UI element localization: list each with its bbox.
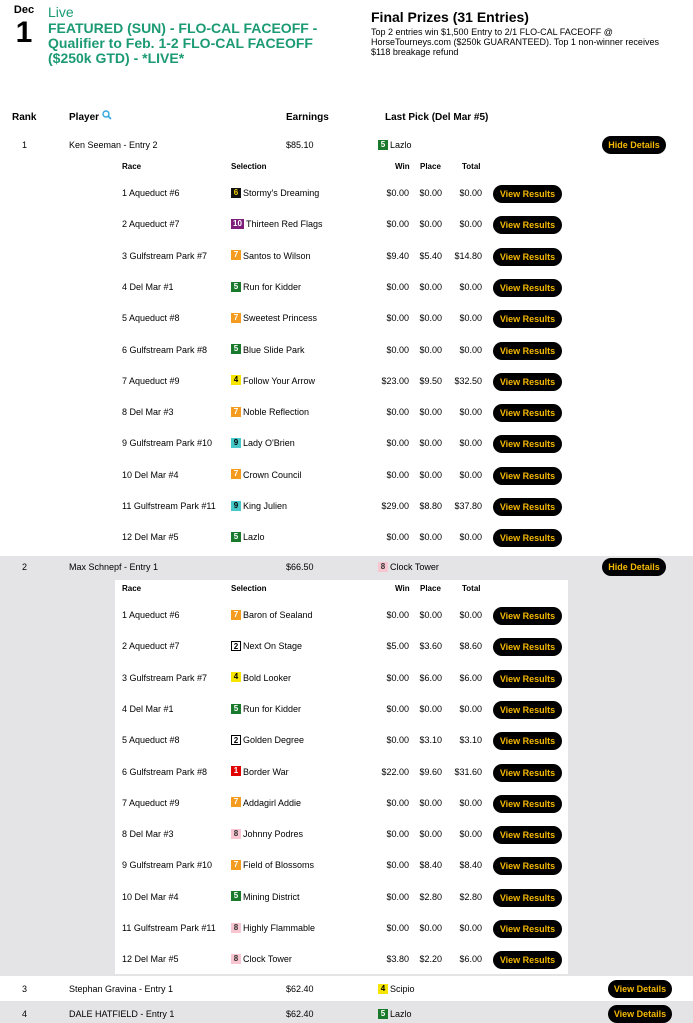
pick-total: $0.00 [459, 407, 482, 418]
pick-horse: Crown Council [243, 469, 302, 480]
pick-total: $8.40 [459, 860, 482, 871]
pick-total: $14.80 [454, 250, 482, 261]
pick-win: $0.00 [386, 703, 409, 714]
pick-race: 8 Del Mar #3 [122, 407, 174, 418]
pick-horse: Next On Stage [243, 641, 303, 652]
pick-total: $6.00 [459, 954, 482, 965]
race-column-header: Race [122, 162, 142, 171]
pick-horse: Lady O'Brien [243, 438, 295, 449]
pick-horse: Mining District [243, 891, 300, 902]
pick-place: $0.00 [419, 532, 442, 543]
pick-total: $0.00 [459, 797, 482, 808]
pick-selection [231, 219, 323, 229]
pick-number: 4 [231, 672, 241, 682]
pick-horse: Follow Your Arrow [243, 375, 316, 386]
pick-total: $3.10 [459, 735, 482, 746]
pick-row [115, 336, 568, 366]
pick-selection [231, 345, 305, 355]
player-rank: 2 [22, 562, 28, 572]
pick-race: 3 Gulfstream Park #7 [122, 250, 208, 261]
pick-place: $6.00 [419, 672, 442, 683]
pick-race: 5 Aqueduct #8 [122, 735, 180, 746]
pick-place: $8.40 [419, 860, 442, 871]
pick-row [115, 914, 568, 944]
event-day: 1 [15, 16, 33, 49]
pick-number: 7 [231, 860, 241, 870]
last-pick-horse: Scipio [390, 984, 415, 994]
place-column-header: Place [420, 162, 441, 171]
pick-total: $0.00 [459, 281, 482, 292]
pick-race: 6 Gulfstream Park #8 [122, 344, 208, 355]
pick-place: $8.80 [419, 501, 442, 511]
pick-number: 4 [231, 375, 241, 385]
pick-race: 6 Gulfstream Park #8 [122, 766, 208, 777]
pick-number: 5 [231, 704, 241, 714]
last-pick-number: 5 [378, 140, 388, 150]
pick-number: 10 [231, 219, 244, 229]
pick-race: 12 Del Mar #5 [122, 532, 179, 543]
view-results-button[interactable]: View Results [493, 248, 562, 266]
pick-place: $0.00 [419, 313, 442, 324]
view-results-button[interactable]: View Results [493, 638, 562, 656]
pick-selection [231, 438, 295, 448]
view-results-button[interactable]: View Results [493, 310, 562, 328]
pick-horse: Santos to Wilson [243, 250, 311, 261]
pick-horse: Thirteen Red Flags [246, 219, 323, 230]
view-results-button[interactable]: View Results [493, 732, 562, 750]
pick-race: 2 Aqueduct #7 [122, 219, 180, 230]
view-results-button[interactable]: View Results [493, 920, 562, 938]
pick-number: 8 [231, 923, 241, 933]
pick-row [115, 492, 568, 522]
pick-place: $9.60 [419, 766, 442, 777]
view-results-button[interactable]: View Results [493, 701, 562, 719]
last-pick-horse: Lazlo [390, 140, 412, 150]
player-row [0, 557, 693, 577]
pick-race: 1 Aqueduct #6 [122, 188, 180, 198]
pick-horse: Blue Slide Park [243, 344, 305, 355]
view-results-button[interactable]: View Results [493, 826, 562, 844]
pick-horse: King Julien [243, 501, 288, 511]
pick-horse: Sweetest Princess [243, 313, 318, 324]
view-results-button[interactable]: View Results [493, 279, 562, 297]
pick-total: $0.00 [459, 219, 482, 230]
pick-race: 2 Aqueduct #7 [122, 641, 180, 652]
pick-row [115, 398, 568, 428]
pick-total: $0.00 [459, 829, 482, 840]
rank-column-header: Rank [12, 112, 37, 123]
pick-place: $0.00 [419, 829, 442, 840]
player-last-pick [378, 1009, 412, 1019]
view-results-button[interactable]: View Results [493, 435, 562, 453]
toggle-details-button[interactable]: View Details [608, 1005, 672, 1023]
total-column-header: Total [462, 162, 481, 171]
pick-selection [231, 532, 265, 542]
pick-win: $0.00 [386, 281, 409, 292]
pick-horse: Run for Kidder [243, 703, 302, 714]
pick-win: $0.00 [386, 532, 409, 543]
pick-place: $0.00 [419, 923, 442, 933]
pick-win: $0.00 [386, 672, 409, 683]
pick-number: 7 [231, 250, 241, 260]
pick-win: $0.00 [386, 891, 409, 902]
player-row [0, 1004, 693, 1023]
total-column-header: Total [462, 584, 481, 593]
pick-place: $0.00 [419, 797, 442, 808]
pick-place: $0.00 [419, 219, 442, 230]
pick-horse: Baron of Sealand [243, 610, 313, 620]
pick-selection [231, 673, 291, 683]
pick-row [115, 758, 568, 788]
player-last-pick [378, 140, 412, 150]
pick-win: $0.00 [386, 313, 409, 324]
pick-selection [231, 704, 301, 714]
pick-race: 3 Gulfstream Park #7 [122, 672, 208, 683]
view-results-button[interactable]: View Results [493, 764, 562, 782]
pick-number: 5 [231, 891, 241, 901]
pick-selection [231, 470, 302, 480]
pick-horse: Clock Tower [243, 954, 292, 965]
pick-selection [231, 923, 315, 933]
pick-win: $3.80 [386, 954, 409, 965]
pick-win: $5.00 [386, 641, 409, 652]
pick-win: $0.00 [386, 735, 409, 746]
pick-selection [231, 376, 315, 386]
pick-total: $0.00 [459, 532, 482, 543]
pick-selection [231, 501, 287, 511]
pick-number: 2 [231, 735, 241, 745]
toggle-details-button[interactable]: View Details [608, 980, 672, 998]
pick-selection [231, 954, 292, 964]
pick-number: 1 [231, 766, 241, 776]
race-column-header: Race [122, 584, 142, 593]
pick-total: $0.00 [459, 469, 482, 480]
view-results-button[interactable]: View Results [493, 373, 562, 391]
pick-race: 8 Del Mar #3 [122, 829, 174, 840]
toggle-details-button[interactable]: Hide Details [602, 136, 666, 154]
pick-total: $8.60 [459, 641, 482, 652]
player-row [0, 135, 693, 155]
prize-description: Top 2 entries win $1,500 Entry to 2/1 FLO-CAL FACEOFF @ HorseTourneys.com ($250k GUARANTEED). Top 1 non-winner receives $118 breakage refund [371, 27, 659, 57]
pick-row [115, 726, 568, 756]
pick-horse: Highly Flammable [243, 923, 316, 933]
pick-win: $22.00 [381, 766, 409, 777]
view-results-button[interactable]: View Results [493, 467, 562, 485]
pick-place: $3.10 [419, 735, 442, 746]
selection-column-header: Selection [231, 162, 267, 171]
pick-selection [231, 188, 319, 198]
pick-horse: Stormy's Dreaming [243, 188, 320, 198]
pick-row [115, 601, 568, 631]
pick-race: 10 Del Mar #4 [122, 891, 179, 902]
pick-total: $0.00 [459, 313, 482, 324]
pick-row [115, 664, 568, 694]
pick-details-table [115, 580, 568, 974]
event-date [9, 4, 39, 48]
pick-total: $0.00 [459, 188, 482, 198]
pick-number: 5 [231, 344, 241, 354]
event-title: FEATURED (SUN) - FLO-CAL FACEOFF - Qualifier to Feb. 1-2 FLO-CAL FACEOFF ($250k GTD) - *LIVE* [48, 20, 318, 66]
pick-number: 5 [231, 282, 241, 292]
pick-horse: Run for Kidder [243, 281, 302, 292]
pick-race: 9 Gulfstream Park #10 [122, 438, 213, 449]
view-results-button[interactable]: View Results [493, 607, 562, 625]
win-column-header: Win [395, 162, 410, 171]
prize-title: Final Prizes (31 Entries) [371, 9, 529, 25]
pick-row [115, 429, 568, 459]
pick-race: 5 Aqueduct #8 [122, 313, 180, 324]
pick-win: $0.00 [386, 188, 409, 198]
pick-win: $23.00 [381, 375, 409, 386]
details-header-row [115, 158, 568, 176]
pick-win: $0.00 [386, 797, 409, 808]
player-row [0, 979, 693, 999]
pick-row [115, 695, 568, 725]
pick-selection [231, 641, 302, 651]
view-results-button[interactable]: View Results [493, 342, 562, 360]
pick-total: $0.00 [459, 438, 482, 449]
pick-selection [231, 735, 304, 745]
pick-win: $0.00 [386, 923, 409, 933]
toggle-details-button[interactable]: Hide Details [602, 558, 666, 576]
player-last-pick [378, 562, 439, 572]
player-rank: 4 [22, 1009, 28, 1019]
player-last-pick [378, 984, 415, 994]
pick-row [115, 820, 568, 850]
last-pick-number: 4 [378, 984, 388, 994]
last-pick-number: 5 [378, 1009, 388, 1019]
view-results-button[interactable]: View Results [493, 185, 562, 203]
pick-row [115, 523, 568, 553]
pick-total: $31.60 [454, 766, 482, 777]
pick-number: 7 [231, 797, 241, 807]
pick-row [115, 851, 568, 881]
pick-number: 7 [231, 610, 241, 620]
pick-race: 9 Gulfstream Park #10 [122, 860, 213, 871]
pick-row [115, 273, 568, 303]
pick-place: $0.00 [419, 703, 442, 714]
player-column-label: Player [69, 112, 100, 124]
pick-win: $0.00 [386, 344, 409, 355]
pick-place: $9.50 [419, 375, 442, 386]
details-header-row [115, 580, 568, 598]
pick-selection [231, 829, 303, 839]
pick-number: 7 [231, 469, 241, 479]
pick-total: $0.00 [459, 610, 482, 620]
pick-number: 5 [231, 532, 241, 542]
pick-place: $0.00 [419, 188, 442, 198]
pick-place: $0.00 [419, 438, 442, 449]
view-results-button[interactable]: View Results [493, 795, 562, 813]
pick-win: $9.40 [386, 250, 409, 261]
pick-race: 4 Del Mar #1 [122, 281, 174, 292]
pick-place: $0.00 [419, 344, 442, 355]
pick-race: 1 Aqueduct #6 [122, 610, 180, 620]
player-earnings: $62.40 [286, 1009, 314, 1019]
pick-details-table [115, 158, 568, 552]
pick-place: $0.00 [419, 281, 442, 292]
pick-number: 2 [231, 641, 241, 651]
pick-win: $0.00 [386, 219, 409, 230]
pick-race: 10 Del Mar #4 [122, 469, 179, 480]
player-earnings: $66.50 [286, 562, 314, 572]
win-column-header: Win [395, 584, 410, 593]
pick-number: 9 [231, 438, 241, 448]
pick-place: $5.40 [419, 250, 442, 261]
pick-total: $37.80 [454, 501, 482, 511]
search-icon[interactable] [102, 110, 112, 123]
pick-row [115, 789, 568, 819]
pick-total: $0.00 [459, 923, 482, 933]
view-results-button[interactable]: View Results [493, 498, 562, 516]
event-header [0, 0, 693, 80]
pick-horse: Bold Looker [243, 672, 292, 683]
pick-number: 8 [231, 829, 241, 839]
pick-race: 11 Gulfstream Park #11 [122, 923, 216, 933]
player-rank: 3 [22, 984, 28, 994]
pick-row [115, 304, 568, 334]
pick-selection [231, 767, 289, 777]
pick-selection [231, 860, 314, 870]
pick-win: $29.00 [381, 501, 409, 511]
pick-horse: Johnny Podres [243, 829, 304, 840]
pick-row [115, 883, 568, 913]
pick-win: $0.00 [386, 438, 409, 449]
pick-selection [231, 610, 313, 620]
event-month: Dec [13, 4, 35, 16]
pick-place: $0.00 [419, 407, 442, 418]
pick-horse: Golden Degree [243, 735, 305, 746]
selection-column-header: Selection [231, 584, 267, 593]
prize-info [371, 10, 671, 57]
pick-row [115, 461, 568, 491]
pick-total: $32.50 [454, 375, 482, 386]
pick-race: 12 Del Mar #5 [122, 954, 179, 965]
pick-selection [231, 313, 317, 323]
pick-row [115, 945, 568, 975]
player-earnings: $62.40 [286, 984, 314, 994]
pick-horse: Field of Blossoms [243, 860, 315, 871]
pick-number: 9 [231, 501, 241, 511]
pick-total: $2.80 [459, 891, 482, 902]
pick-place: $0.00 [419, 469, 442, 480]
pick-number: 8 [231, 954, 241, 964]
view-results-button[interactable]: View Results [493, 404, 562, 422]
pick-race: 7 Aqueduct #9 [122, 375, 180, 386]
pick-horse: Addagirl Addie [243, 797, 302, 808]
pick-row [115, 632, 568, 662]
pick-win: $0.00 [386, 860, 409, 871]
pick-place: $2.20 [419, 954, 442, 965]
pick-race: 7 Aqueduct #9 [122, 797, 180, 808]
view-results-button[interactable]: View Results [493, 529, 562, 547]
view-results-button[interactable]: View Results [493, 216, 562, 234]
player-column-header [69, 112, 112, 123]
event-info [48, 5, 338, 66]
view-results-button[interactable]: View Results [493, 889, 562, 907]
view-results-button[interactable]: View Results [493, 951, 562, 969]
pick-row [115, 242, 568, 272]
pick-place: $0.00 [419, 610, 442, 620]
last-pick-horse: Lazlo [390, 1009, 412, 1019]
pick-number: 7 [231, 407, 241, 417]
player-name: DALE HATFIELD - Entry 1 [69, 1009, 175, 1019]
pick-row [115, 367, 568, 397]
pick-selection [231, 282, 301, 292]
pick-row [115, 179, 568, 209]
pick-number: 7 [231, 313, 241, 323]
pick-horse: Border War [243, 766, 289, 777]
pick-horse: Lazlo [243, 532, 265, 543]
event-status: Live [48, 4, 74, 20]
last-pick-column-header: Last Pick (Del Mar #5) [385, 112, 489, 123]
player-name: Ken Seeman - Entry 2 [69, 140, 158, 150]
pick-row [115, 210, 568, 240]
pick-place: $3.60 [419, 641, 442, 652]
player-earnings: $85.10 [286, 140, 314, 150]
pick-win: $0.00 [386, 407, 409, 418]
pick-total: $6.00 [459, 672, 482, 683]
view-results-button[interactable]: View Results [493, 670, 562, 688]
earnings-column-header: Earnings [286, 112, 329, 123]
pick-total: $0.00 [459, 344, 482, 355]
pick-selection [231, 798, 301, 808]
pick-selection [231, 251, 311, 261]
view-results-button[interactable]: View Results [493, 857, 562, 875]
last-pick-horse: Clock Tower [390, 562, 439, 572]
pick-win: $0.00 [386, 610, 409, 620]
pick-selection [231, 407, 309, 417]
pick-horse: Noble Reflection [243, 407, 310, 418]
player-name: Stephan Gravina - Entry 1 [69, 984, 174, 994]
place-column-header: Place [420, 584, 441, 593]
last-pick-number: 8 [378, 562, 388, 572]
player-rank: 1 [22, 140, 28, 150]
pick-win: $0.00 [386, 829, 409, 840]
pick-selection [231, 892, 300, 902]
player-name: Max Schnepf - Entry 1 [69, 562, 159, 572]
pick-number: 6 [231, 188, 241, 198]
pick-win: $0.00 [386, 469, 409, 480]
pick-total: $0.00 [459, 703, 482, 714]
pick-race: 11 Gulfstream Park #11 [122, 501, 216, 511]
pick-place: $2.80 [419, 891, 442, 902]
pick-race: 4 Del Mar #1 [122, 703, 174, 714]
